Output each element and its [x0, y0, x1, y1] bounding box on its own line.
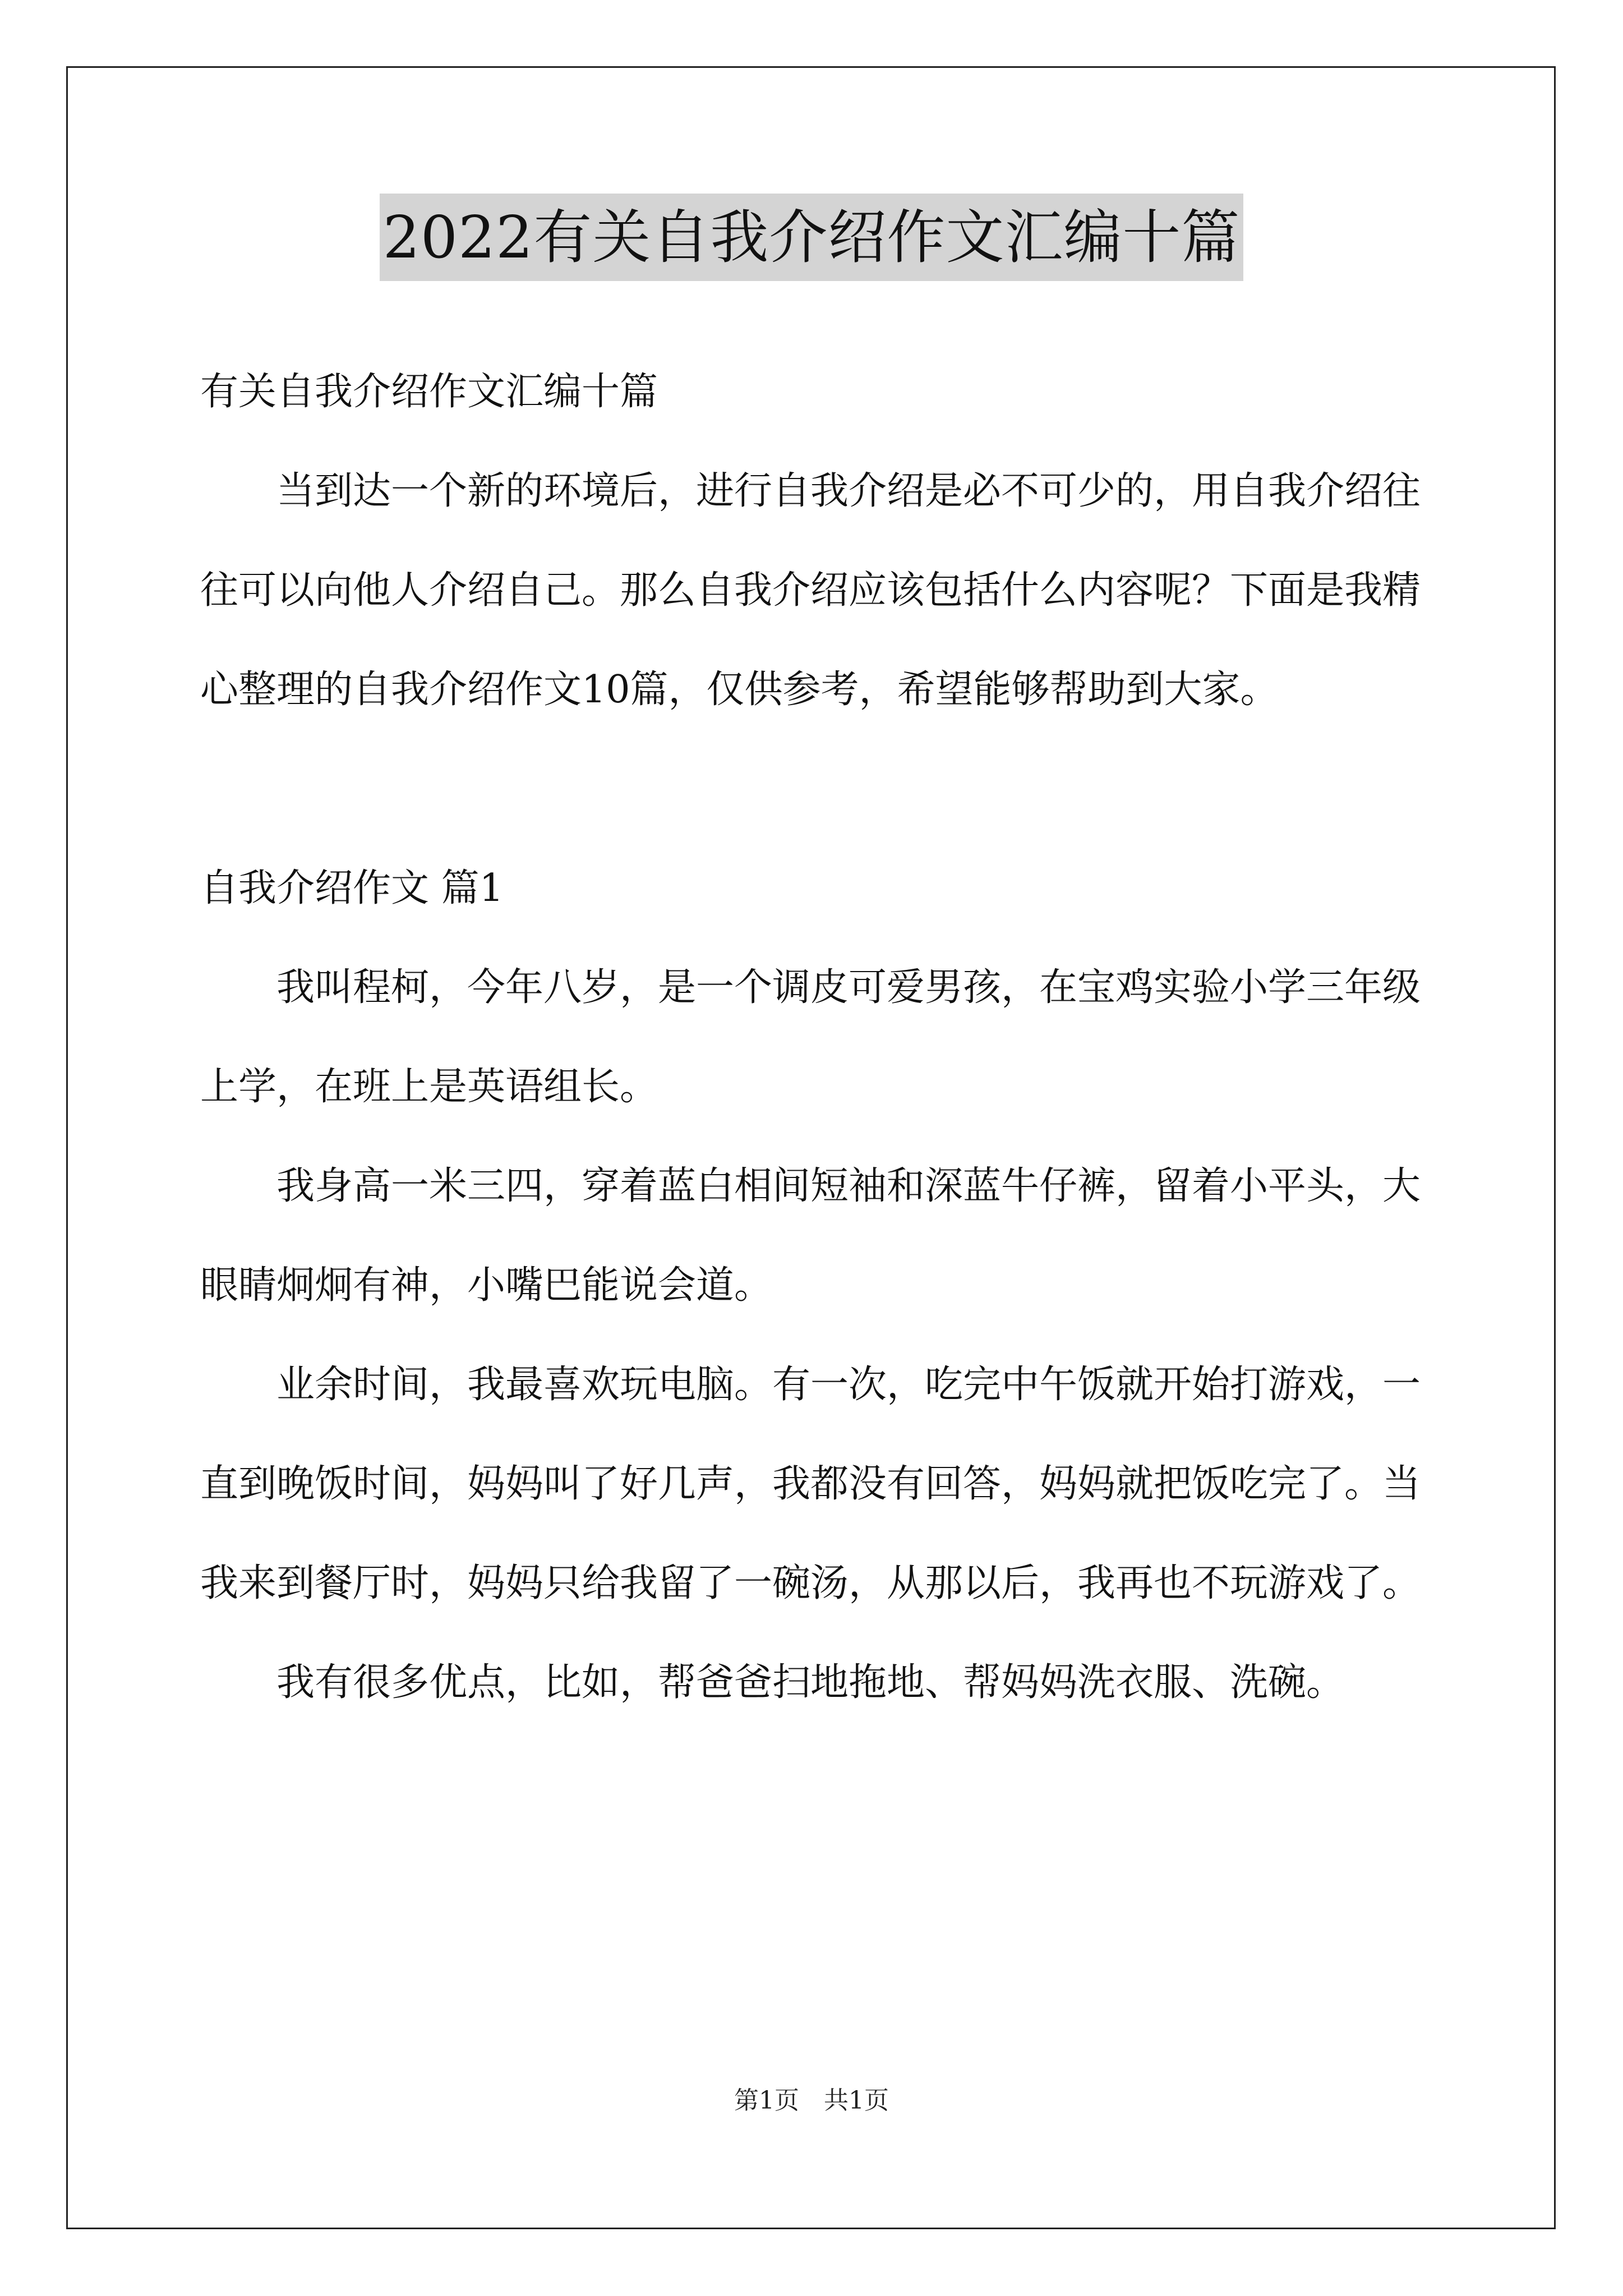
intro-paragraph: 当到达一个新的环境后，进行自我介绍是必不可少的，用自我介绍往往可以向他人介绍自己。那么自我介绍应该包括什么内容呢？下面是我精心整理的自我介绍作文10篇，仅供参考，希望能够帮助到大家。	[200, 469, 1421, 712]
title-container	[0, 194, 1623, 281]
section-heading: 自我介绍作文 篇1	[200, 866, 504, 910]
body-paragraph: 我有很多优点，比如，帮爸爸扫地拖地、帮妈妈洗衣服、洗碗。	[276, 1660, 1345, 1705]
document-title: 2022有关自我介绍作文汇编十篇	[380, 194, 1244, 281]
document-body	[200, 342, 1428, 1732]
body-paragraph: 业余时间，我最喜欢玩电脑。有一次，吃完中午饭就开始打游戏，一直到晚饭时间，妈妈叫了好几声，我都没有回答，妈妈就把饭吃完了。当我来到餐厅时，妈妈只给我留了一碗汤，从那以后，我再也不玩游戏了。	[200, 1363, 1421, 1605]
body-paragraph: 我叫程柯，今年八岁，是一个调皮可爱男孩，在宝鸡实验小学三年级上学，在班上是英语组长。	[200, 965, 1421, 1109]
section-spacer	[200, 739, 1428, 839]
body-paragraph: 我身高一米三四，穿着蓝白相间短袖和深蓝牛仔裤，留着小平头，大眼睛炯炯有神，小嘴巴能说会道。	[200, 1164, 1421, 1308]
document-subtitle: 有关自我介绍作文汇编十篇	[200, 370, 658, 414]
page-number: 第1页 共1页	[734, 2086, 889, 2115]
page-footer	[0, 2084, 1623, 2118]
